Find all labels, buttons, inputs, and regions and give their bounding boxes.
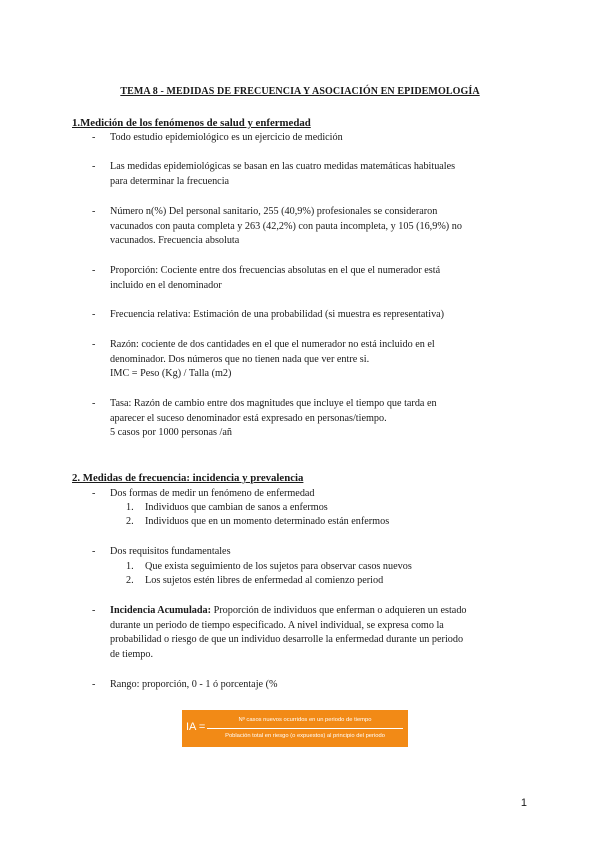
numbered-item <box>126 574 383 589</box>
formula-label: IA = <box>186 721 206 733</box>
item-text: Que exista seguimiento de los sujetos para observar casos nuevos <box>145 561 412 572</box>
item-text: Todo estudio epidemiológico es un ejercicio de medición <box>110 132 343 143</box>
item-text: aparecer el suceso denominador está expresado en personas/tiempo. <box>110 412 387 424</box>
item-text: durante un periodo de tiempo especificado. A nivel individual, se expresa como la <box>110 619 444 631</box>
item-text: 5 casos por 1000 personas /añ <box>110 427 232 438</box>
ia-formula-box <box>182 710 408 747</box>
list-item <box>92 308 522 323</box>
item-text: incluido en el denominador <box>110 279 222 291</box>
list-item <box>92 160 522 189</box>
item-number: 2. <box>126 516 134 527</box>
item-text: para determinar la frecuencia <box>110 175 230 187</box>
dash-bullet: - <box>92 132 96 143</box>
numbered-item <box>126 560 412 575</box>
dash-bullet: - <box>92 546 96 557</box>
dash-bullet: - <box>92 605 96 616</box>
term-incidencia-acumulada: Incidencia Acumulada: <box>110 605 212 616</box>
fraction-bar <box>207 728 403 729</box>
numbered-item <box>126 515 389 530</box>
numbered-item <box>126 501 328 516</box>
item-text: Dos formas de medir un fenómeno de enfermedad <box>110 488 315 499</box>
item-text: vacunados. Frecuencia absoluta <box>110 235 240 246</box>
list-item <box>92 487 522 502</box>
formula-numerator: Nº casos nuevos ocurridos en un periodo de tiempo <box>238 717 372 723</box>
item-text: Proporción de individuos que enferman o adquieren un estado <box>211 605 467 616</box>
item-text: Tasa: Razón de cambio entre dos magnitudes que incluye el tiempo que tarda en <box>110 398 437 409</box>
item-text: Frecuencia relativa: Estimación de una probabilidad (si muestra es representativa) <box>110 309 445 320</box>
item-text: Dos requisitos fundamentales <box>110 546 231 557</box>
dash-bullet: - <box>92 488 96 499</box>
dash-bullet: - <box>92 206 96 217</box>
item-number: 2. <box>126 575 134 586</box>
item-number: 1. <box>126 502 134 513</box>
item-text: Proporción: Cociente entre dos frecuencias absolutas en el que el numerador está <box>110 265 441 276</box>
list-item <box>92 604 522 662</box>
item-text: Los sujetos estén libres de enfermedad al comienzo period <box>145 575 384 586</box>
list-item <box>92 264 522 293</box>
item-text: Individuos que en un momento determinado están enfermos <box>145 516 390 527</box>
item-text: de tiempo. <box>110 648 154 660</box>
dash-bullet: - <box>92 339 96 350</box>
section-1-heading: 1.Medición de los fenómenos de salud y enfermedad <box>72 117 311 129</box>
dash-bullet: - <box>92 398 96 409</box>
dash-bullet: - <box>92 679 96 690</box>
item-text: denominador. Dos números que no tienen nada que ver entre si. <box>110 353 370 365</box>
list-item <box>92 397 522 441</box>
dash-bullet: - <box>92 161 96 172</box>
item-text: Número n(%) Del personal sanitario, 255 (40,9%) profesionales se consideraron <box>110 206 438 217</box>
list-item <box>92 205 522 249</box>
item-text: IMC = Peso (Kg) / Talla (m2) <box>110 368 232 379</box>
item-number: 1. <box>126 561 134 572</box>
formula-denominator: Población total en riesgo (o expuestos) al principio del periodo <box>225 733 385 739</box>
list-item <box>92 678 522 693</box>
item-text: Razón: cociente de dos cantidades en el que el numerador no está incluido en el <box>110 339 435 350</box>
list-item <box>92 131 522 146</box>
item-text: Las medidas epidemiológicas se basan en las cuatro medidas matemáticas habituales <box>110 161 456 172</box>
page-number: 1 <box>520 797 527 809</box>
item-text: vacunados con pauta completa y 263 (42,2%) con pauta incompleta, y 105 (16,9%) no <box>110 220 462 232</box>
dash-bullet: - <box>92 265 96 276</box>
dash-bullet: - <box>92 309 96 320</box>
section-2-heading: 2. Medidas de frecuencia: incidencia y prevalencia <box>72 472 304 484</box>
item-text: Individuos que cambian de sanos a enfermos <box>145 502 328 513</box>
list-item <box>92 545 522 560</box>
list-item <box>92 338 522 382</box>
item-text: probabilidad o riesgo de que un individuo desarrolle la enfermedad durante un periodo <box>110 634 464 645</box>
page-title: TEMA 8 - MEDIDAS DE FRECUENCIA Y ASOCIACIÓN EN EPIDEMOLOGÍA <box>120 86 480 97</box>
item-text: Rango: proporción, 0 - 1 ó porcentaje (% <box>110 679 278 690</box>
